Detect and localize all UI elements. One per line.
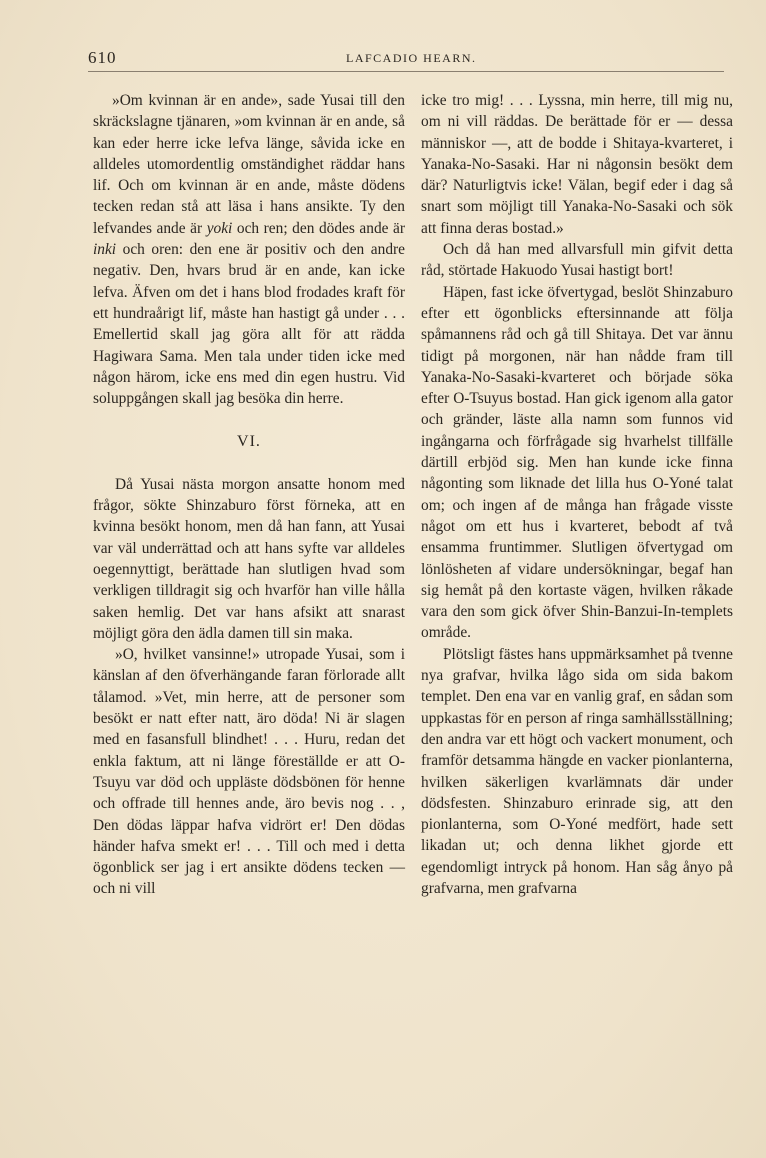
left-column (93, 90, 405, 900)
header-rule (88, 71, 724, 72)
right-column (421, 90, 733, 899)
running-title: LAFCADIO HEARN. (346, 51, 477, 65)
text-run: och oren: den ene är positiv och den andre negativ. Den, hvars brud är en ande, kan icke lefva. Äfven om det i hans blod frodades kraft för ett hundraårigt lif, måste han hastigt gå under . . . Emellertid skall jag göra allt för att rädda Hagiwara Sama. Men tala under tiden icke med någon härom, icke ens med din egen hustru. Vid soluppgången skall jag besöka din herre. (93, 241, 405, 408)
italic-term: inki (93, 241, 117, 259)
paragraph: Plötsligt fästes hans uppmärksamhet på tvenne nya grafvar, hvilka lågo sida om sida bakom templet. Den ena var en vanlig graf, en sådan som uppkastas för en person af ringa samhällsställning; den andra var ett högt och vackert monument, och framför detsamma hängde en vacker pionlanterna, hvilken säkerligen kvarlämnats där under dödsfesten. Shinzaburo erinrade sig, att den pionlanterna, som O-Yoné medfört, hade sett likadan ut; och denna likhet gjorde ett egendomligt intryck på honom. Han såg ånyo på grafvarna, men grafvarna (421, 645, 734, 897)
italic-term: yoki (206, 219, 233, 237)
paragraph: »O, hvilket vansinne!» utropade Yusai, som i känslan af den öfverhängande faran förlorade allt tålamod. »Vet, min herre, att de personer som besökt er natt efter natt, äro döda! Ni är slagen med en fasansfull blindhet! . . . Huru, redan det enkla faktum, att ni länge föreställde er att O-Tsuyu var död och uppläste dödsbönen för henne och offrade till hennes ande, äro bevis nog . . , Den dödas läppar hafva vidrört er! Den dödas händer hafva smekt er! . . . Till och med i detta ögonblick ser jag i ert ansikte dödens tecken — och ni vill (93, 646, 405, 898)
text-run: »Om kvinnan är en ande», sade Yusai till den skräckslagne tjänaren, »om kvinnan är en ande, så kan eder herre icke lefva länge, såvida icke en alldeles utomordentlig omständighet räddar hans lif. Och om kvinnan är en ande, måste dödens tecken redan stå att läsa i hans ansikte. Ty den lefvandes ande är (93, 92, 405, 237)
section-heading: VI. (237, 433, 261, 451)
paragraph: Och då han med allvarsfull min gifvit detta råd, störtade Hakuodo Yusai hastigt bort! (421, 241, 733, 280)
page-number: 610 (88, 48, 117, 67)
text-run: och ren; den dödes ande är (232, 219, 406, 237)
paragraph: Då Yusai nästa morgon ansatte honom med frågor, sökte Shinzaburo först förneka, att en kvinna besökt honom, men då han fann, att Yusai var väl underrättad och att hans syfte var alldeles oegennyttigt, berättade han slutligen hvad som verkligen tilldragit sig och hvarför han ville hålla saken hemlig. Det var hans afsikt att snarast möjligt göra den ädla damen till sin maka. (93, 475, 405, 642)
paragraph (93, 90, 405, 409)
paragraph: Häpen, fast icke öfvertygad, beslöt Shinzaburo efter ett ögonblicks eftersinnande att följa spåmannens råd och gå till Shitaya. Det var ännu tidigt på morgonen, när han nådde fram till Yanaka-No-Sasaki-kvarteret och började söka efter O-Tsuyus bostad. Han gick igenom alla gator och gränder, läste alla namn som funnos vid ingångarna och förfrågade sig hvarhelst tillfälle därtill erbjöd sig. Men han kunde icke finna någonting som liknade det lilla hus O-Yoné talat om; och ingen af de många han frågade visste något om ett hus i kvarteret, bebodt af två ensamma fruntimmer. Slutligen öfvertygad om lönlösheten af vidare undersökningar, begaf han sig hemåt på den kortaste vägen, hvilken råkade vara den som gick öfver Shin-Banzui-In-templets område. (421, 283, 733, 642)
page-header (88, 48, 724, 72)
paragraph: icke tro mig! . . . Lyssna, min herre, till mig nu, om ni vill räddas. De berättade för er — dessa människor —, att de bodde i Shitaya-kvarteret, i Yanaka-No-Sasaki. Har ni någonsin besökt dem där? Naturligtvis icke! Välan, begif eder i dag så snart som möjligt till Yanaka-No-Sasaki och sök att finna deras bostad.» (421, 92, 733, 237)
